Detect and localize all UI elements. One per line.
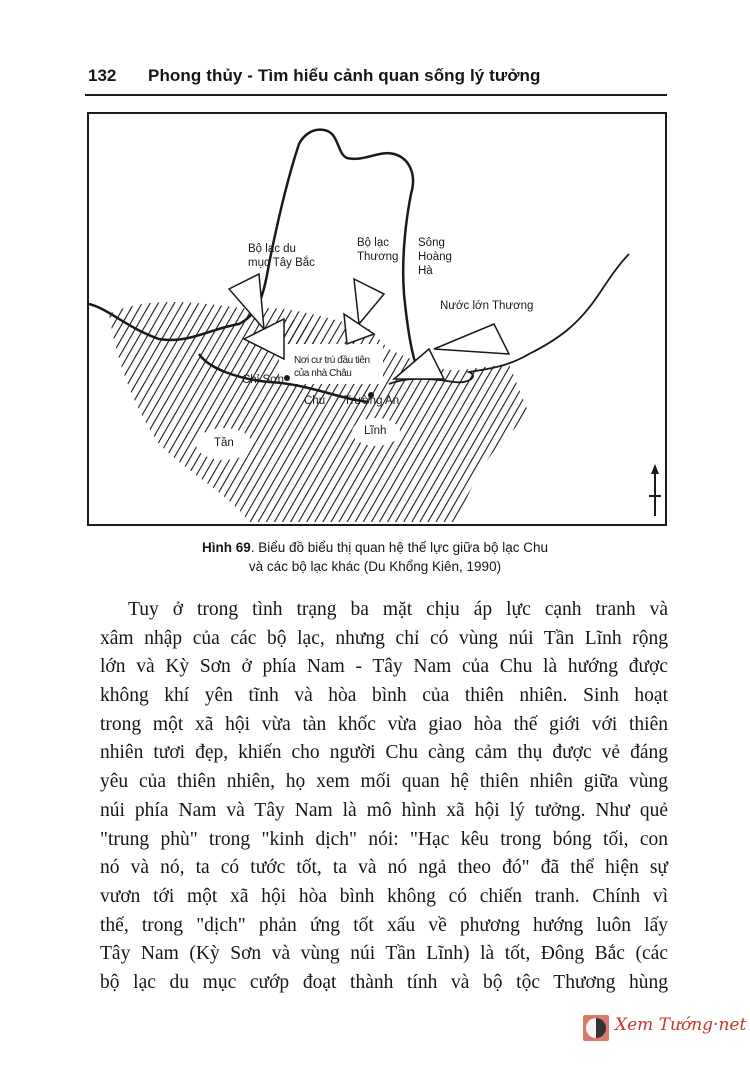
text-line: không khí yên tĩnh và hòa bình của thiên nhiên. Sinh hoạt xyxy=(100,685,668,707)
text-line: bộ lạc du mục cướp đoạt thành tính và bộ tộc Thương hùng xyxy=(100,971,668,993)
north-arrow-icon xyxy=(649,464,661,516)
text-line: "trung phù" trong "kinh dịch" nói: "Hạc kêu trong bóng tối, con xyxy=(100,828,668,850)
caption-line-1: . Biểu đồ biểu thị quan hệ thế lực giữa bộ lạc Chu xyxy=(250,540,549,555)
text-line: vươn tới một xã hội hòa bình không có chiến tranh. Chính vì xyxy=(100,885,668,907)
label-yellow-river: Sông Hoàng Hà xyxy=(418,237,452,277)
great-shang-arrow-tail xyxy=(434,324,509,354)
watermark-text: Xem Tướng·net xyxy=(615,1015,747,1035)
text-line: Tuy ở trong tình trạng ba mặt chịu áp lực cạnh tranh và xyxy=(128,599,668,620)
figure-caption xyxy=(150,538,600,576)
text-line: núi phía Nam và Tây Nam là mô hình xã hội lý tưởng. Như quẻ xyxy=(100,799,668,821)
page-header xyxy=(88,66,664,92)
text-line: thế, trong "dịch" phản ứng tốt xấu về phương hướng luôn lấy xyxy=(100,914,668,936)
body-paragraph xyxy=(100,596,668,998)
watermark xyxy=(583,1015,750,1055)
text-line: trong một xã hội vừa tàn khốc vừa giao hòa thế giới với thiên xyxy=(100,713,668,735)
text-line: nhiên tươi đẹp, khiến cho người Chu càng cảm thụ được vẻ đáng xyxy=(100,742,668,764)
text-line: lớn và Kỳ Sơn ở phía Nam - Tây Nam của Chu là hướng được xyxy=(100,656,668,678)
yin-yang-icon xyxy=(583,1015,609,1041)
label-qishan: Chỉ Sơn xyxy=(242,374,285,386)
label-nomads-northwest: Bộ lạc du mục Tây Bắc xyxy=(248,243,315,269)
shang-arrow-tail xyxy=(354,279,384,324)
label-qin: Tần xyxy=(214,437,234,449)
page-number: 132 xyxy=(88,66,117,85)
label-first-settlement: Nơi cư trú đầu tiên của nhà Châu xyxy=(294,355,370,379)
label-ling: Lĩnh xyxy=(364,425,387,437)
caption-line-2: và các bộ lạc khác (Du Khổng Kiên, 1990) xyxy=(248,559,502,574)
map-drawing xyxy=(89,114,665,524)
label-changan: Trường An xyxy=(344,395,400,407)
header-rule xyxy=(85,94,667,96)
caption-label: Hình 69 xyxy=(201,540,251,555)
text-line: yêu của thiên nhiên, họ xem mối quan hệ thiên nhiên giữa vùng xyxy=(100,771,668,793)
label-zhou: Chu xyxy=(304,395,326,407)
qishan-dot xyxy=(284,375,290,381)
label-great-shang: Nước lớn Thương xyxy=(440,300,534,312)
map-figure xyxy=(87,112,667,526)
running-title: Phong thủy - Tìm hiểu cảnh quan sống lý tưởng xyxy=(148,66,541,85)
text-line: nó và nó, ta có tước tốt, ta và nó ngả theo đó" đã thể hiện sự xyxy=(100,857,668,879)
text-line: Tây Nam (Kỳ Sơn và vùng núi Tần Lĩnh) là tốt, Đông Bắc (các xyxy=(100,943,668,965)
label-shang-tribe: Bộ lạc Thương xyxy=(357,237,399,263)
text-line: xâm nhập của các bộ lạc, nhưng chỉ có vùng núi Tần Lĩnh rộng xyxy=(100,627,668,649)
